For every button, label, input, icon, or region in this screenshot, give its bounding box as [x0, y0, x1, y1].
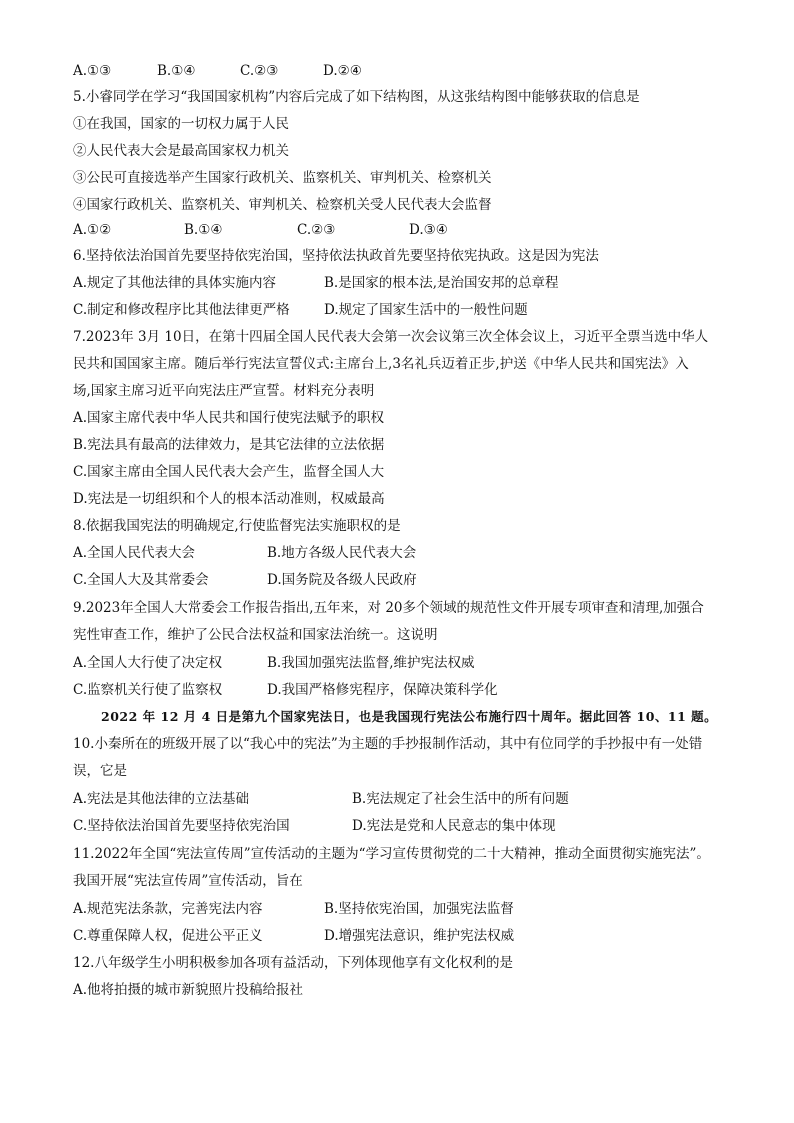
q5-option-c: C.②③ — [297, 222, 336, 238]
q4-option-c: C.②③ — [240, 63, 279, 79]
q7-option-a: A.国家主席代表中华人民共和国行使宪法赋予的职权 — [73, 410, 385, 426]
q11-line-2: 我国开展“宪法宣传周”宣传活动，旨在 — [73, 873, 303, 889]
q11-line-1: 11.2022年全国“宪法宣传周”宣传活动的主题为“学习宣传贯彻党的二十大精神，推动全面贯彻实施宪法”。 — [73, 846, 710, 862]
q7-option-d: D.宪法是一切组织和个人的根本活动准则，权威最高 — [73, 491, 385, 507]
q11-option-d: D.增强宪法意识，维护宪法权威 — [324, 928, 515, 944]
q12-option-a: A.他将拍摄的城市新貌照片投稿给报社 — [73, 982, 304, 998]
q9-line-1: 9.2023年全国人大常委会工作报告指出,五年来，对 20多个领域的规范性文件开展专项审查和清理,加强合 — [73, 600, 704, 616]
q5-statement-3: ③公民可直接选举产生国家行政机关、监察机关、审判机关、检察机关 — [73, 170, 492, 186]
q9-option-d: D.我国严格修宪程序，保障决策科学化 — [267, 682, 498, 698]
q7-option-b: B.宪法具有最高的法律效力，是其它法律的立法依据 — [73, 437, 385, 453]
q4-option-a: A.①③ — [73, 63, 112, 79]
q10-line-1: 10.小秦所在的班级开展了以“我心中的宪法”为主题的手抄报制作活动，其中有位同学的手抄报中有一处错 — [73, 736, 703, 752]
q7-line-1: 7.2023年 3月 10日，在第十四届全国人民代表大会第一次会议第三次全体会议上，习近平全票当选中华人 — [73, 329, 709, 345]
q4-option-d: D.②④ — [323, 63, 362, 79]
q9-line-2: 宪性审查工作，维护了公民合法权益和国家法治统一。这说明 — [73, 627, 438, 643]
q10-option-b: B.宪法规定了社会生活中的所有问题 — [352, 791, 569, 807]
q5-statement-2: ②人民代表大会是最高国家权力机关 — [73, 143, 289, 159]
q7-option-c: C.国家主席由全国人民代表大会产生，监督全国人大 — [73, 464, 385, 480]
q9-option-a: A.全国人大行使了决定权 — [73, 655, 223, 671]
q10-option-d: D.宪法是党和人民意志的集中体现 — [352, 818, 556, 834]
q5-option-a: A.①② — [73, 222, 112, 238]
q6-option-d: D.规定了国家生活中的一般性问题 — [324, 302, 528, 318]
q5-option-d: D.③④ — [409, 222, 448, 238]
q6-stem: 6.坚持依法治国首先要坚持依宪治国，坚持依法执政首先要坚持依宪执政。这是因为宪法 — [73, 248, 599, 264]
q12-stem: 12.八年级学生小明积极参加各项有益活动，下列体现他享有文化权利的是 — [73, 955, 513, 971]
q9-option-b: B.我国加强宪法监督,维护宪法权威 — [267, 655, 475, 671]
q7-line-3: 场,国家主席习近平向宪法庄严宣誓。材料充分表明 — [73, 383, 375, 399]
material-note: 2022 年 12 月 4 日是第九个国家宪法日，也是我国现行宪法公布施行四十周年。据此回答 10、11 题。 — [101, 709, 718, 724]
q10-option-a: A.宪法是其他法律的立法基础 — [73, 791, 250, 807]
q8-option-a: A.全国人民代表大会 — [73, 545, 196, 561]
q5-statement-1: ①在我国，国家的一切权力属于人民 — [73, 116, 289, 132]
q5-option-b: B.①④ — [184, 222, 223, 238]
q9-option-c: C.监察机关行使了监察权 — [73, 682, 223, 698]
q11-option-a: A.规范宪法条款，完善宪法内容 — [73, 901, 263, 917]
q10-option-c: C.坚持依法治国首先要坚持依宪治国 — [73, 818, 290, 834]
q11-option-b: B.坚持依宪治国，加强宪法监督 — [324, 901, 514, 917]
q6-option-a: A.规定了其他法律的具体实施内容 — [73, 275, 277, 291]
q8-option-d: D.国务院及各级人民政府 — [267, 572, 417, 588]
q11-option-c: C.尊重保障人权，促进公平正义 — [73, 928, 263, 944]
q8-option-c: C.全国人大及其常委会 — [73, 572, 209, 588]
q6-option-b: B.是国家的根本法,是治国安邦的总章程 — [324, 275, 559, 291]
q10-line-2: 误，它是 — [73, 763, 127, 779]
q4-option-b: B.①④ — [157, 63, 196, 79]
q6-option-c: C.制定和修改程序比其他法律更严格 — [73, 302, 290, 318]
q8-stem: 8.依据我国宪法的明确规定,行使监督宪法实施职权的是 — [73, 518, 401, 534]
q7-line-2: 民共和国国家主席。随后举行宪法宣誓仪式:主席台上,3名礼兵迈着正步,护送《中华人民共和国宪法》入 — [73, 356, 689, 372]
q5-stem: 5.小睿同学在学习“我国国家机构”内容后完成了如下结构图，从这张结构图中能够获取的信息是 — [73, 89, 640, 105]
q8-option-b: B.地方各级人民代表大会 — [267, 545, 417, 561]
q5-statement-4: ④国家行政机关、监察机关、审判机关、检察机关受人民代表大会监督 — [73, 197, 492, 213]
